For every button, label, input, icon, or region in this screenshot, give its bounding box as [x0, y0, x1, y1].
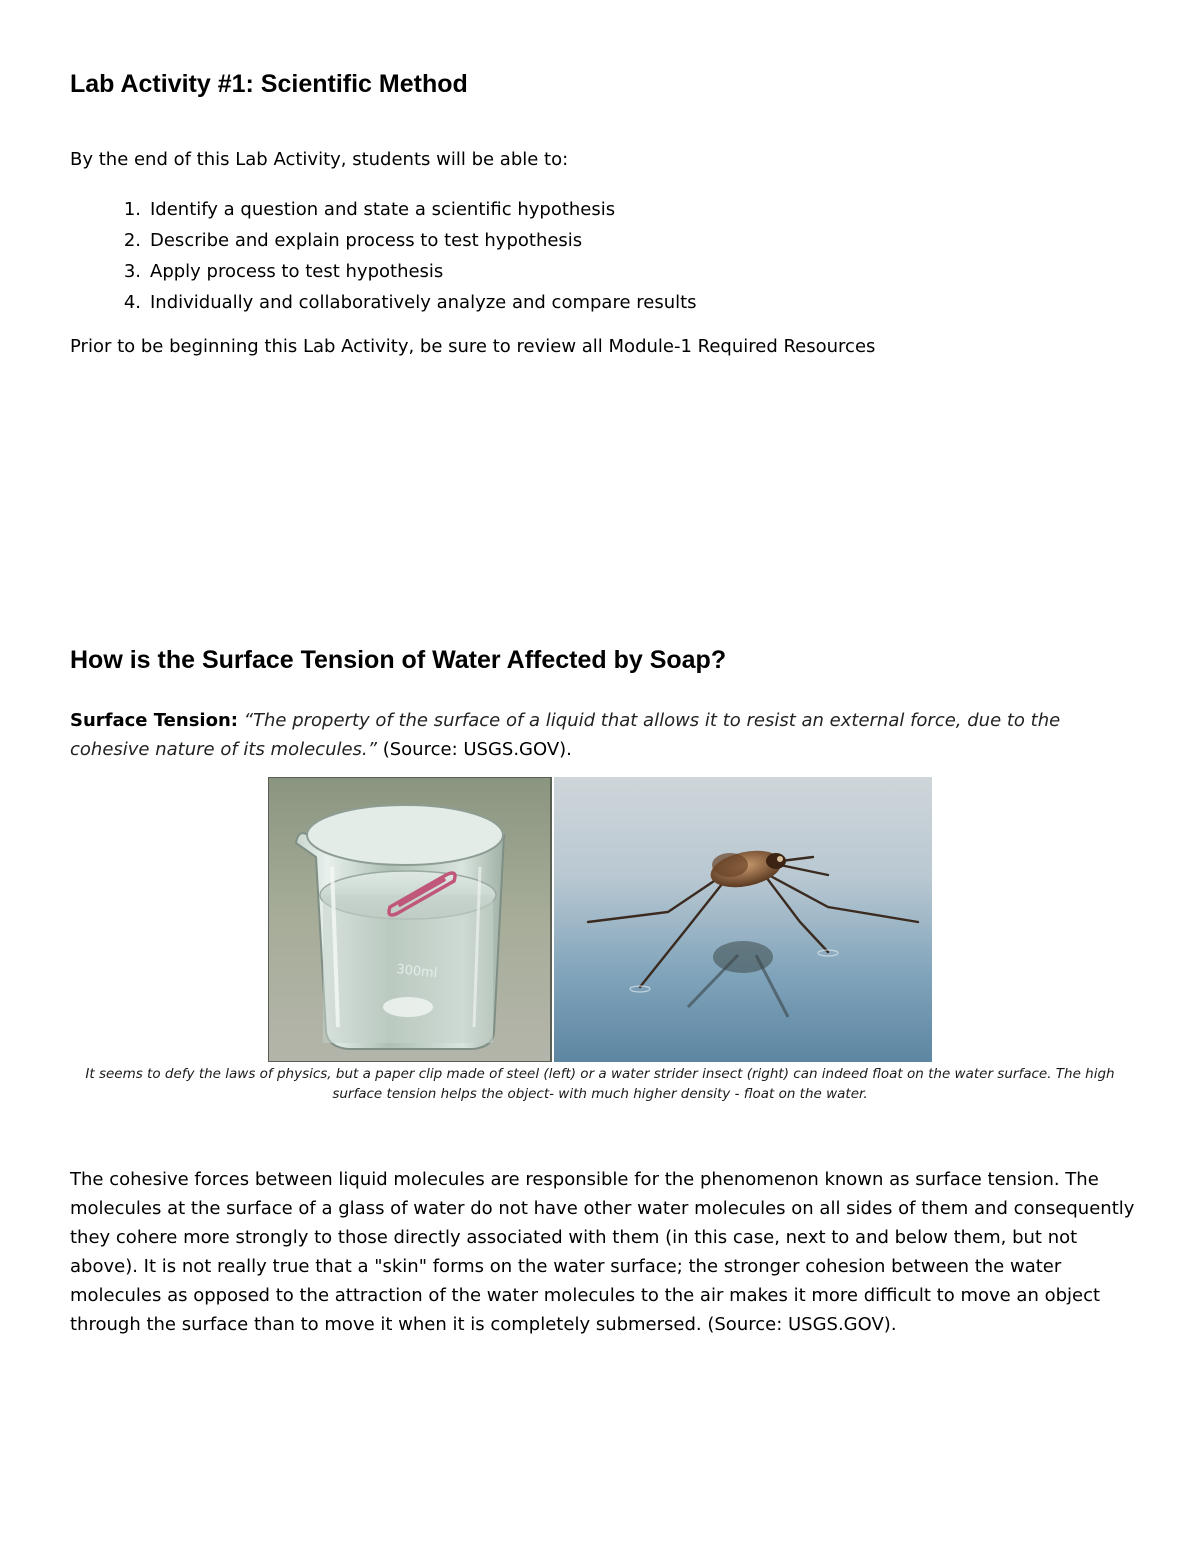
surface-tension-definition — [70, 706, 1130, 764]
list-item: 4. Individually and collaboratively analyze and compare results — [123, 292, 697, 313]
beaker-marking-text: 300ml — [395, 962, 439, 982]
surface-tension-figure — [268, 777, 932, 1062]
definition-source: (Source: USGS.GOV). — [382, 739, 572, 760]
objective-text: Individually and collaboratively analyze and compare results — [150, 292, 697, 313]
objectives-intro: By the end of this Lab Activity, students will be able to: — [70, 149, 569, 170]
water-strider-photo — [554, 777, 932, 1062]
surface-tension-explanation: The cohesive forces between liquid molecules are responsible for the phenomenon known as surface tension. The molecules at the surface of a glass of water do not have other water molecules on all sides of them and consequently they cohere more strongly to those directly associated with them (in this case, next to and below them, but not above). It is not really true that a "skin" forms on the water surface; the stronger cohesion between the water molecules as opposed to the attraction of the water molecules to the air makes it more difficult to move an object through the surface than to move it when it is completely submersed. (Source: USGS.GOV). — [70, 1169, 1135, 1335]
objective-text: Identify a question and state a scientific hypothesis — [150, 199, 616, 220]
section-heading: How is the Surface Tension of Water Affected by Soap? — [70, 646, 727, 674]
objectives-list — [70, 194, 697, 318]
paper-clip-beaker-photo — [268, 777, 551, 1062]
figure-caption: It seems to defy the laws of physics, but a paper clip made of steel (left) or a water strider insect (right) can indeed float on the water surface. The high surface tension helps the object- with much higher density - float on the water. — [85, 1066, 1115, 1102]
lab-activity-title: Lab Activity #1: Scientific Method — [70, 70, 468, 98]
objective-text: Apply process to test hypothesis — [150, 261, 444, 282]
list-item: 1. Identify a question and state a scientific hypothesis — [123, 199, 616, 220]
definition-term: Surface Tension: — [70, 710, 238, 731]
definition-quote: “The property of the surface of a liquid that allows it to resist an external force, due to the cohesive nature of its molecules.” — [70, 710, 1061, 760]
list-item: 3. Apply process to test hypothesis — [123, 261, 444, 282]
prior-resources-note: Prior to be beginning this Lab Activity, be sure to review all Module-1 Required Resources — [70, 336, 876, 357]
list-item: 2. Describe and explain process to test hypothesis — [123, 230, 583, 251]
objective-text: Describe and explain process to test hypothesis — [150, 230, 583, 251]
